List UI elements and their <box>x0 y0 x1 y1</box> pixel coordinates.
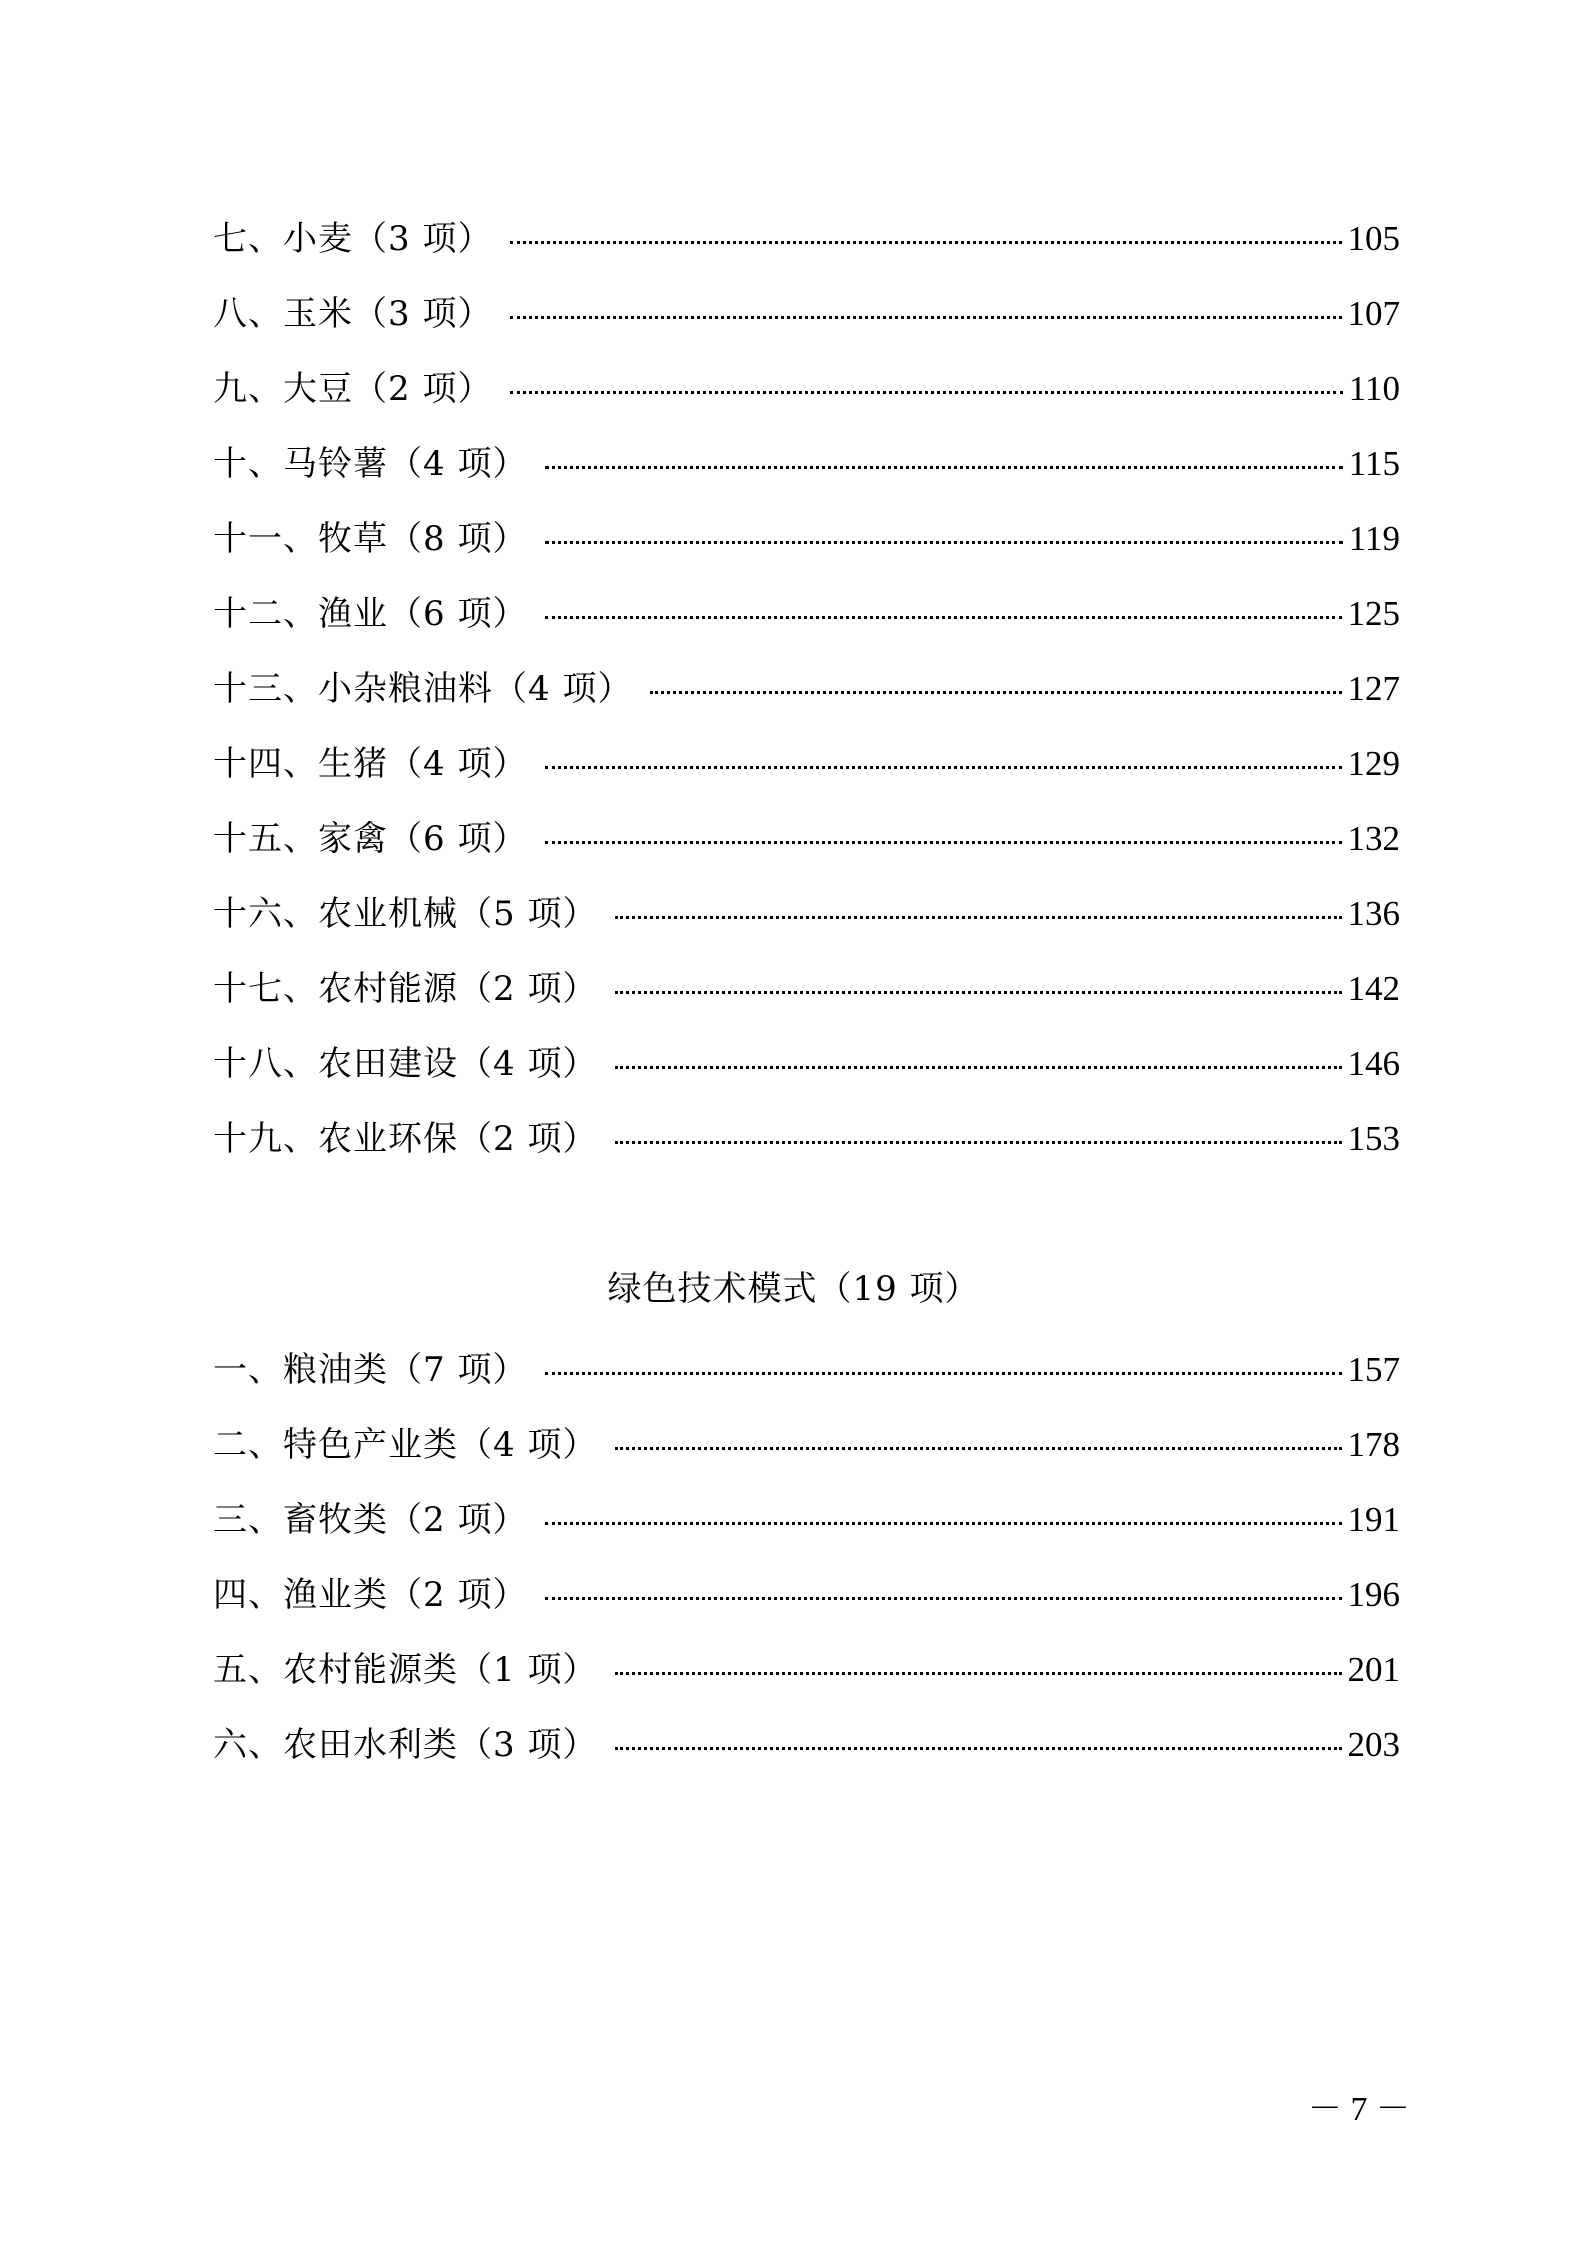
toc-entry[interactable] <box>213 733 1400 808</box>
toc-entry-page-number: 157 <box>1347 1350 1400 1389</box>
dot-leader <box>545 541 1342 544</box>
toc-entry[interactable] <box>213 808 1400 883</box>
toc-entry[interactable] <box>213 508 1400 583</box>
toc-entry-label: 三、畜牧类（2 项） <box>213 1500 528 1540</box>
toc-entry-label: 二、特色产业类（4 项） <box>213 1425 598 1465</box>
toc-entry-label: 十七、农村能源（2 项） <box>213 969 598 1009</box>
toc-entry-label: 十一、牧草（8 项） <box>213 519 528 559</box>
toc-entry-page-number: 153 <box>1347 1119 1400 1158</box>
dot-leader <box>510 241 1341 244</box>
toc-entry-page-number: 191 <box>1347 1500 1400 1539</box>
toc-entry-page-number: 196 <box>1347 1575 1400 1614</box>
toc-entry-label: 十八、农田建设（4 项） <box>213 1044 598 1084</box>
toc-entry[interactable] <box>213 658 1400 733</box>
dot-leader <box>615 1141 1341 1144</box>
toc-entry-label: 四、渔业类（2 项） <box>213 1575 528 1615</box>
toc-entry-page-number: 107 <box>1347 294 1400 333</box>
toc-entry-page-number: 127 <box>1347 669 1400 708</box>
toc-entry-label: 十三、小杂粮油料（4 项） <box>213 669 633 709</box>
toc-entry[interactable] <box>213 883 1400 958</box>
dot-leader <box>545 1372 1341 1375</box>
toc-entry-label: 八、玉米（3 项） <box>213 294 493 334</box>
toc-entry[interactable] <box>213 1564 1400 1639</box>
dot-leader <box>545 841 1341 844</box>
toc-entry[interactable] <box>213 358 1400 433</box>
section-heading-green-models: 绿色技术模式（19 项） <box>607 1269 980 1309</box>
toc-entry-page-number: 132 <box>1347 819 1400 858</box>
dot-leader <box>510 316 1341 319</box>
toc-list-green-models <box>213 1339 1400 1789</box>
page-number: － 7 － <box>1308 2091 1410 2128</box>
toc-entry-label: 十六、农业机械（5 项） <box>213 894 598 934</box>
dot-leader <box>615 1066 1341 1069</box>
toc-entry-page-number: 119 <box>1348 519 1400 558</box>
toc-entry[interactable] <box>213 1033 1400 1108</box>
dot-leader <box>545 1597 1341 1600</box>
toc-entry-page-number: 110 <box>1348 369 1400 408</box>
toc-entry-page-number: 178 <box>1347 1425 1400 1464</box>
toc-list-technologies <box>213 208 1400 1183</box>
toc-entry-page-number: 115 <box>1348 444 1400 483</box>
toc-entry-page-number: 203 <box>1347 1725 1400 1764</box>
toc-entry-page-number: 125 <box>1347 594 1400 633</box>
toc-entry-label: 十五、家禽（6 项） <box>213 819 528 859</box>
toc-entry[interactable] <box>213 583 1400 658</box>
dot-leader <box>615 991 1341 994</box>
toc-entry-label: 一、粮油类（7 项） <box>213 1350 528 1390</box>
dot-leader <box>510 391 1342 394</box>
toc-entry-page-number: 136 <box>1347 894 1400 933</box>
toc-entry-label: 十二、渔业（6 项） <box>213 594 528 634</box>
toc-entry-label: 五、农村能源类（1 项） <box>213 1650 598 1690</box>
toc-entry-label: 十四、生猪（4 项） <box>213 744 528 784</box>
toc-entry-page-number: 142 <box>1347 969 1400 1008</box>
dot-leader <box>615 916 1341 919</box>
dot-leader <box>545 466 1342 469</box>
toc-entry-label: 九、大豆（2 项） <box>213 369 493 409</box>
toc-entry-page-number: 146 <box>1347 1044 1400 1083</box>
dot-leader <box>615 1747 1341 1750</box>
dot-leader <box>545 766 1341 769</box>
toc-entry-label: 十、马铃薯（4 项） <box>213 444 528 484</box>
toc-entry-label: 十九、农业环保（2 项） <box>213 1119 598 1159</box>
toc-entry-page-number: 129 <box>1347 744 1400 783</box>
toc-entry[interactable] <box>213 1714 1400 1789</box>
dot-leader <box>650 691 1341 694</box>
toc-entry-label: 七、小麦（3 项） <box>213 219 493 259</box>
toc-entry[interactable] <box>213 1339 1400 1414</box>
toc-entry[interactable] <box>213 283 1400 358</box>
toc-entry[interactable] <box>213 1489 1400 1564</box>
toc-entry-page-number: 201 <box>1347 1650 1400 1689</box>
toc-entry-label: 六、农田水利类（3 项） <box>213 1725 598 1765</box>
toc-entry[interactable] <box>213 1414 1400 1489</box>
dot-leader <box>615 1672 1341 1675</box>
dot-leader <box>615 1447 1341 1450</box>
toc-entry-page-number: 105 <box>1347 219 1400 258</box>
dot-leader <box>545 1522 1341 1525</box>
toc-entry[interactable] <box>213 1639 1400 1714</box>
dot-leader <box>545 616 1341 619</box>
toc-entry[interactable] <box>213 1108 1400 1183</box>
toc-entry[interactable] <box>213 208 1400 283</box>
toc-entry[interactable] <box>213 433 1400 508</box>
toc-entry[interactable] <box>213 958 1400 1033</box>
